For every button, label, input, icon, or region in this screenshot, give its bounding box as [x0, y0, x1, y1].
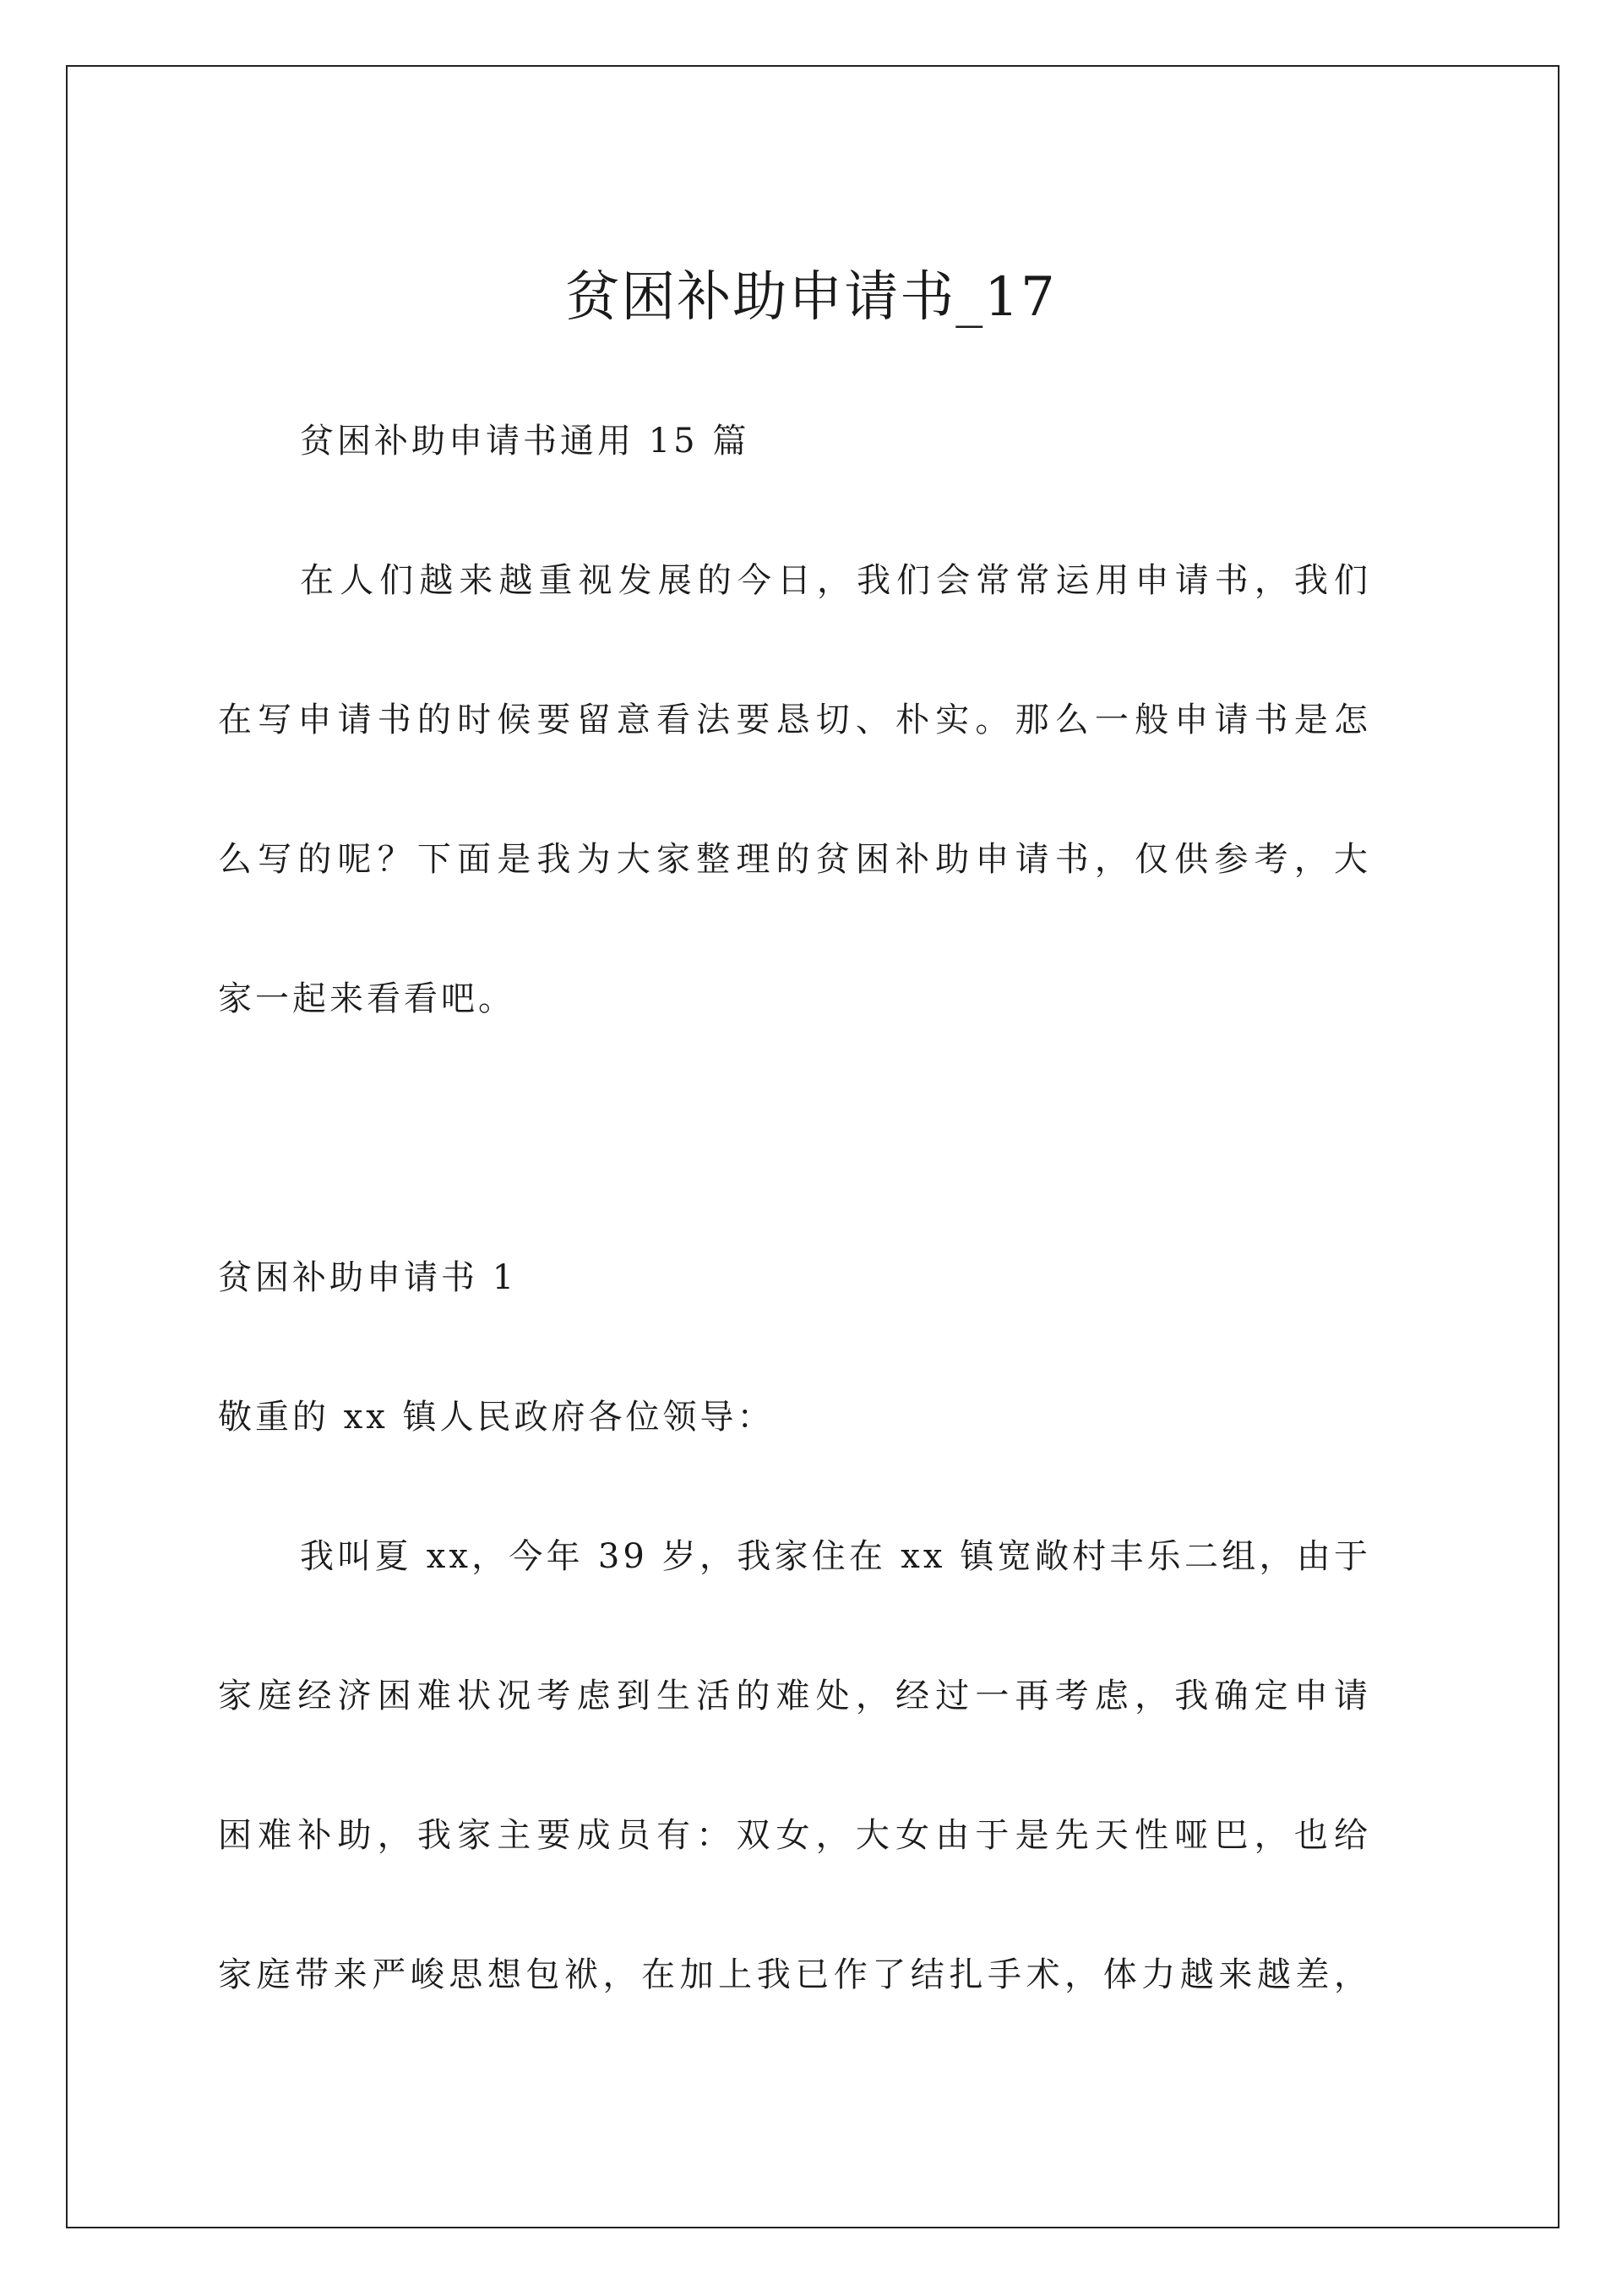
letter-paragraph-line: 我叫夏 xx，今年 39 岁，我家住在 xx 镇宽敞村丰乐二组，由于	[300, 1537, 1371, 1576]
letter-paragraph-line: 困难补助，我家主要成员有：双女，大女由于是先天性哑巴，也给	[218, 1816, 1371, 1855]
intro-paragraph-line: 么写的呢？下面是我为大家整理的贫困补助申请书，仅供参考，大	[218, 840, 1371, 879]
intro-paragraph-line: 在人们越来越重视发展的今日，我们会常常运用申请书，我们	[300, 561, 1371, 600]
intro-paragraph-line: 家一起来看看吧。	[218, 979, 515, 1018]
page-border	[66, 65, 1559, 2228]
intro-paragraph-line: 在写申请书的时候要留意看法要恳切、朴实。那么一般申请书是怎	[218, 701, 1371, 739]
letter-salutation: 敬重的 xx 镇人民政府各位领导：	[218, 1398, 775, 1437]
section-heading: 贫困补助申请书 1	[218, 1258, 518, 1297]
letter-paragraph-line: 家庭经济困难状况考虑到生活的难处，经过一再考虑，我确定申请	[218, 1677, 1371, 1715]
document-title: 贫困补助申请书_17	[565, 266, 1057, 329]
document-subtitle: 贫困补助申请书通用 15 篇	[300, 422, 750, 461]
letter-paragraph-line: 家庭带来严峻思想包袱，在加上我已作了结扎手术，体力越来越差，	[218, 1955, 1371, 1994]
